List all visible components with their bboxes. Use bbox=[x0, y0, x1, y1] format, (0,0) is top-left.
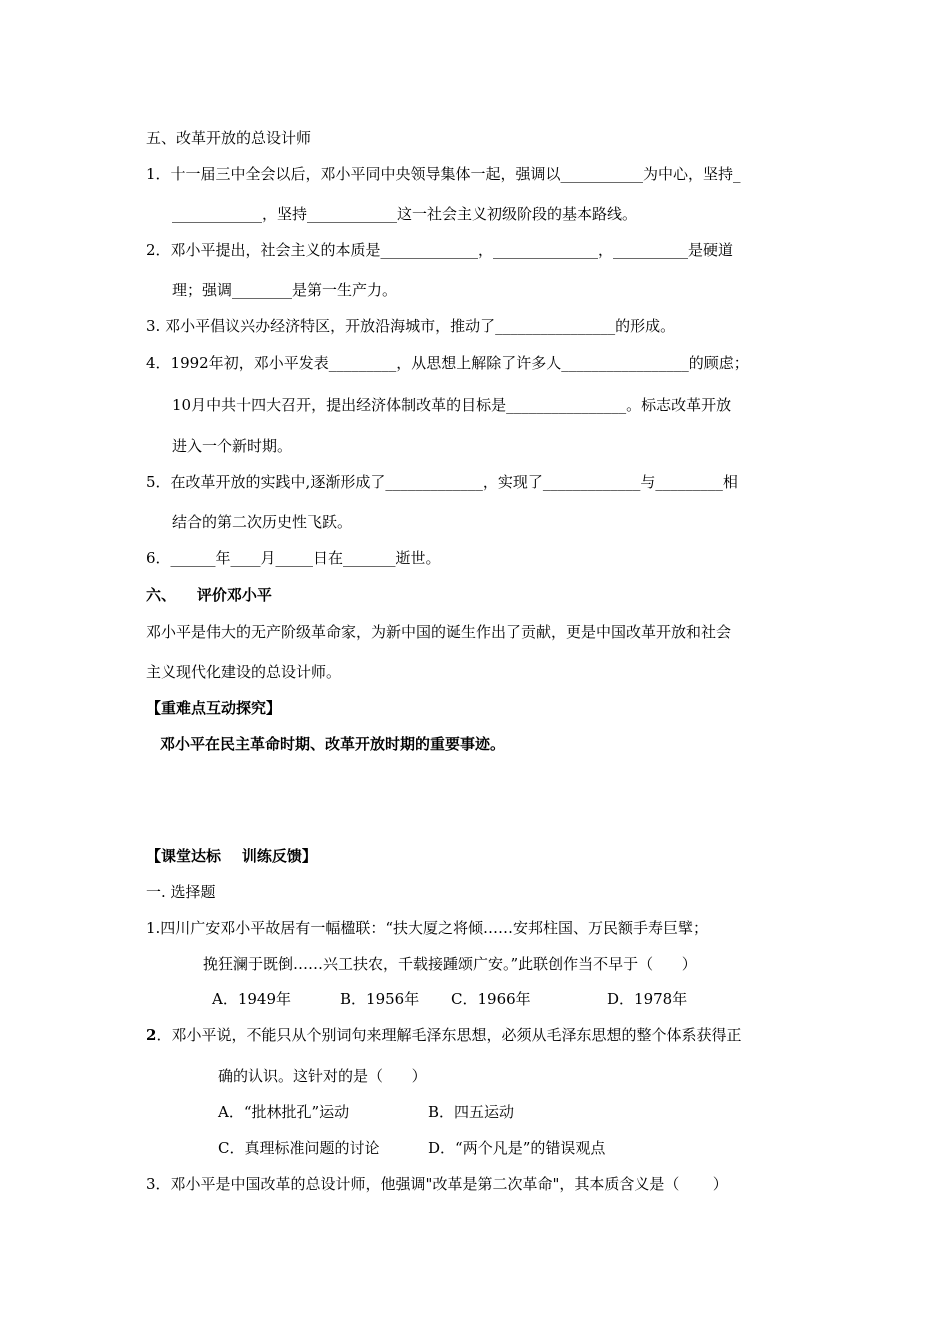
item4-line1: 4．1992年初，邓小平发表_________，从思想上解除了许多人_________________的顾虑； bbox=[146, 354, 749, 372]
item4-line2: 10月中共十四大召开，提出经济体制改革的目标是________________。标志改革开放 bbox=[172, 396, 732, 414]
item2-line1: 2．邓小平提出，社会主义的本质是_____________，______________，__________是硬道 bbox=[146, 241, 734, 259]
item4-line3: 进入一个新时期。 bbox=[172, 437, 293, 455]
section6-para-line1: 邓小平是伟大的无产阶级革命家，为新中国的诞生作出了贡献，更是中国改革开放和社会 bbox=[146, 623, 732, 641]
q2-line1 bbox=[146, 1025, 741, 1045]
item5-line2: 结合的第二次历史性飞跃。 bbox=[172, 513, 353, 531]
explore-heading: 【重难点互动探究】 bbox=[146, 699, 282, 717]
item3: 3. 邓小平倡议兴办经济特区，开放沿海城市，推动了________________的形成。 bbox=[146, 317, 676, 335]
item6: 6．______年____月_____日在_______逝世。 bbox=[146, 549, 441, 567]
q1-option-c: C．1966年 bbox=[451, 990, 531, 1008]
item1-line1: 1．十一届三中全会以后，邓小平同中央领导集体一起，强调以___________为中心，坚持_ bbox=[146, 165, 741, 183]
q1-line2: 挽狂澜于既倒……兴工扶农，千载接踵颂广安。”此联创作当不早于（ ） bbox=[203, 955, 697, 973]
q1-option-a: A．1949年 bbox=[212, 990, 292, 1008]
item5-line1: 5．在改革开放的实践中,逐渐形成了_____________，实现了_____________与_________相 bbox=[146, 473, 738, 491]
q2-line2: 确的认识。这针对的是（ ） bbox=[218, 1067, 427, 1085]
q1-option-b: B．1956年 bbox=[340, 990, 420, 1008]
q2-option-b: B．四五运动 bbox=[428, 1103, 515, 1121]
practice-sub: 一. 选择题 bbox=[146, 883, 216, 901]
q2-option-c: C．真理标准问题的讨论 bbox=[218, 1139, 380, 1157]
explore-text: 邓小平在民主革命时期、改革开放时期的重要事迹。 bbox=[160, 735, 506, 753]
section6-para-line2: 主义现代化建设的总设计师。 bbox=[146, 663, 342, 681]
q2-option-a: A．“批林批孔”运动 bbox=[218, 1103, 350, 1121]
section6-heading: 六、 评价邓小平 bbox=[146, 586, 272, 604]
q2-text: ．邓小平说，不能只从个别词句来理解毛泽东思想，必须从毛泽东思想的整个体系获得正 bbox=[156, 1026, 742, 1044]
q1-option-d: D．1978年 bbox=[607, 990, 688, 1008]
q1-line1: 1.四川广安邓小平故居有一幅楹联：“扶大厦之将倾……安邦柱国、万民额手寿巨擘； bbox=[146, 919, 708, 937]
q3: 3．邓小平是中国改革的总设计师，他强调"改革是第二次革命"，其本质含义是（ ） bbox=[146, 1175, 728, 1193]
section5-heading: 五、改革开放的总设计师 bbox=[146, 129, 312, 147]
item1-line2: ____________，坚持____________这一社会主义初级阶段的基本路线。 bbox=[172, 205, 638, 223]
item2-line2: 理；强调________是第一生产力。 bbox=[172, 281, 398, 299]
q2-option-d: D．“两个凡是”的错误观点 bbox=[428, 1139, 606, 1157]
practice-heading: 【课堂达标 训练反馈】 bbox=[146, 847, 317, 865]
q2-number: 2 bbox=[146, 1026, 157, 1044]
